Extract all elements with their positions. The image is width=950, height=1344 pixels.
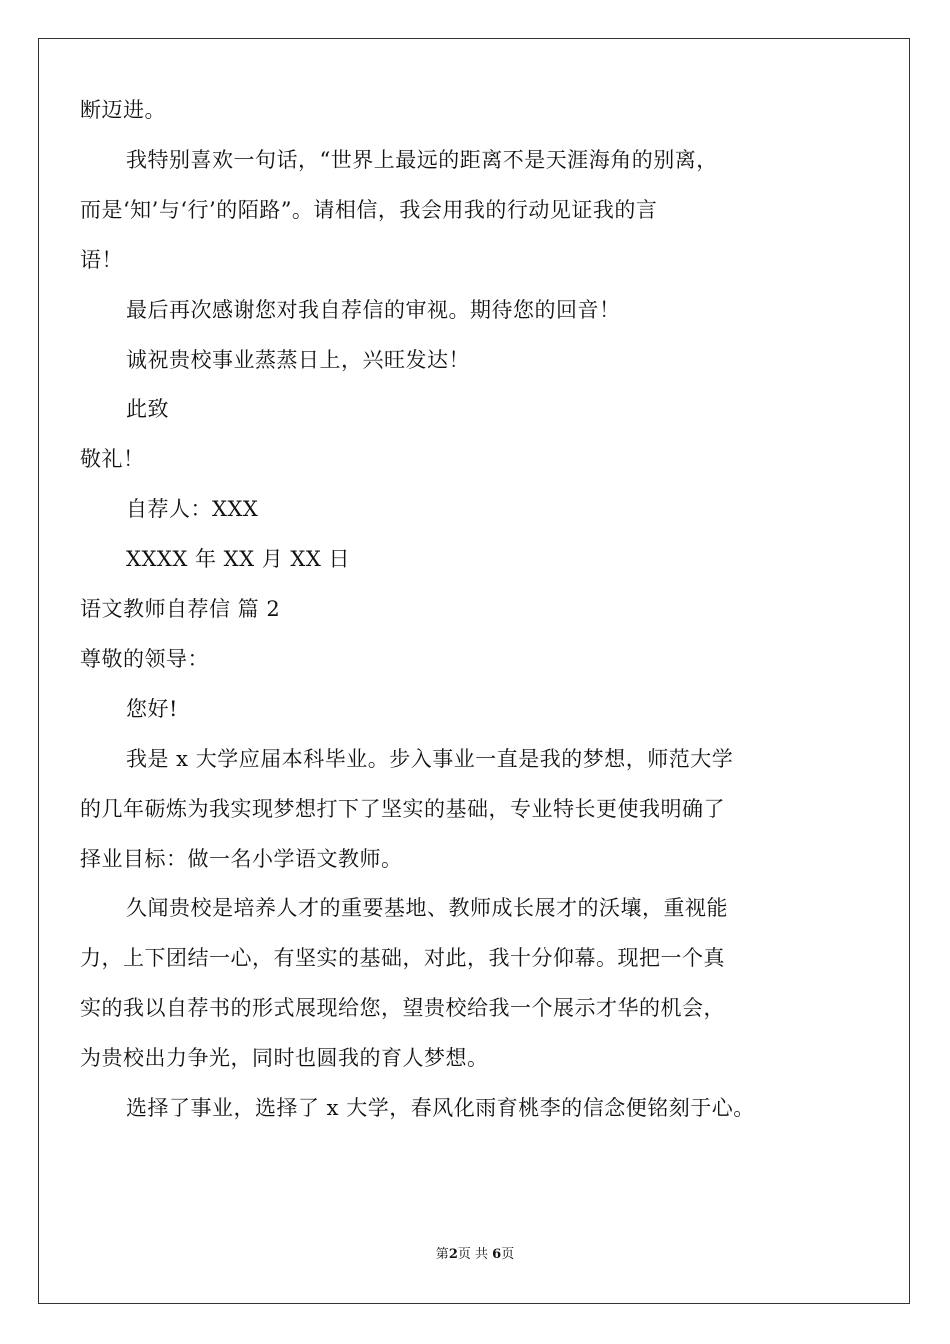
date-line: XXXX 年 XX 月 XX 日 [126, 547, 350, 572]
text-line: 最后再次感谢您对我自荐信的审视。期待您的回音！ [126, 297, 621, 322]
text-line: 诚祝贵校事业蒸蒸日上，兴旺发达！ [126, 347, 470, 372]
text-line: 力，上下团结一心，有坚实的基础，对此，我十分仰幕。现把一个真 [80, 946, 725, 971]
text-line: 我特别喜欢一句话，“世界上最远的距离不是天涯海角的别离， [126, 147, 718, 172]
section-heading: 语文教师自荐信 篇 2 [80, 597, 281, 621]
text-line: 择业目标：做一名小学语文教师。 [80, 846, 403, 871]
greeting: 您好! [126, 696, 178, 721]
footer-middle: 页 共 [457, 1247, 488, 1262]
text-line: 的几年砺炼为我实现梦想打下了坚实的基础，专业特长更使我明确了 [80, 796, 725, 821]
text-line: 为贵校出力争光，同时也圆我的育人梦想。 [80, 1046, 489, 1071]
closing-respect: 敬礼！ [80, 447, 145, 472]
text-line: 语！ [80, 247, 123, 272]
text-line: 我是 x 大学应届本科毕业。步入事业一直是我的梦想，师范大学 [126, 746, 734, 771]
current-page-number: 2 [448, 1247, 458, 1262]
page-footer [0, 1246, 950, 1264]
closing-salutation: 此致 [126, 397, 169, 422]
footer-suffix: 页 [501, 1247, 515, 1262]
signature-line: 自荐人：XXX [126, 497, 259, 522]
text-line: 而是‘知’与‘行’的陌路”。请相信，我会用我的行动见证我的言 [80, 197, 658, 222]
text-line: 久闻贵校是培养人才的重要基地、教师成长展才的沃壤，重视能 [126, 896, 728, 921]
text-line: 实的我以自荐书的形式展现给您，望贵校给我一个展示才华的机会， [80, 996, 725, 1021]
text-line: 断迈进。 [80, 98, 166, 122]
greeting-recipient: 尊敬的领导： [80, 646, 209, 671]
text-line: 选择了事业，选择了 x 大学，春风化雨育桃李的信念便铭刻于心。 [126, 1096, 755, 1120]
footer-prefix: 第 [435, 1247, 449, 1262]
total-pages-number: 6 [492, 1247, 502, 1262]
